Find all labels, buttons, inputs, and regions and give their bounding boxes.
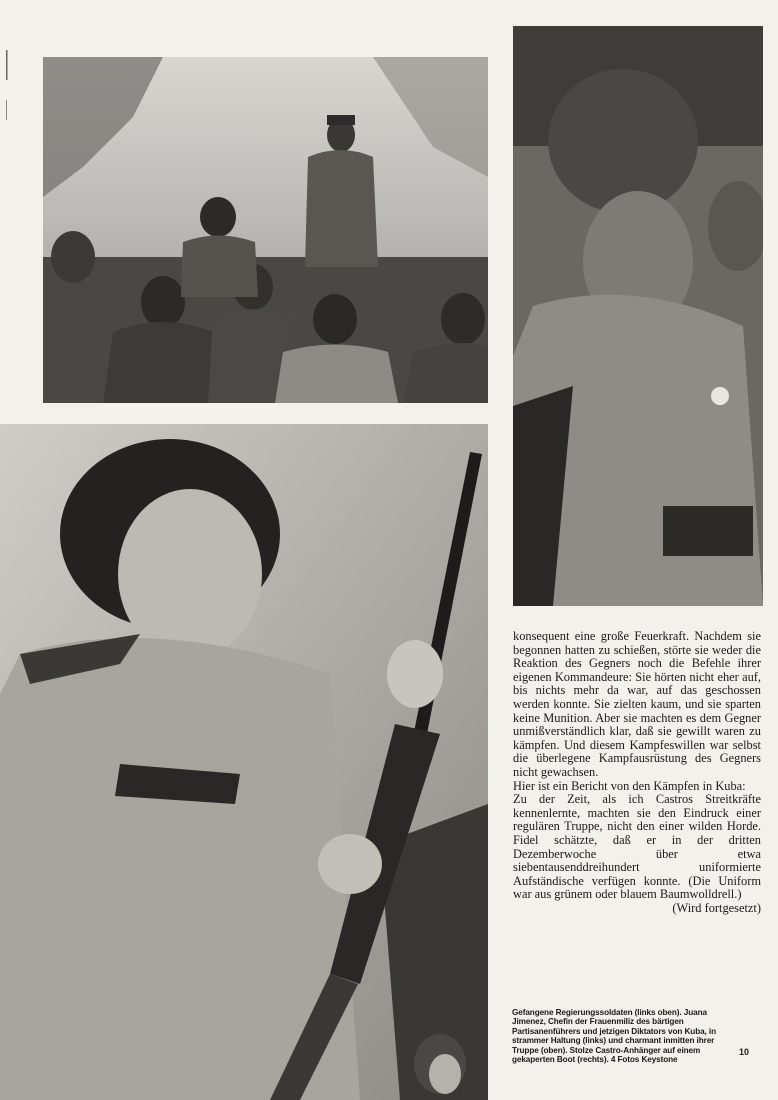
continued-note: (Wird fortgesetzt) <box>672 900 761 915</box>
article-paragraph: Zu der Zeit, als ich Castros Streitkräfte kennenlernte, machten sie den Eindruck einer regulären Truppe, nicht den einer wilden Horde. Fidel schätzte, daß er in der dritten Dezemberwoche über etwa siebentausenddreihundert uniformierte Aufständische verfügen konnte. (Die Uniform war aus grünem oder blauem Baumwolldrell.) <box>513 792 761 902</box>
photo-caption: Gefangene Regierungssoldaten (links oben). Juana Jimenez, Chefin der Frauenmiliz des bärtigen Partisanenführers und jetzigen Diktators von Kuba, in strammer Haltung (links) und charmant inmitten ihrer Truppe (oben). Stolze Castro-Anhänger auf einem gekaperten Boot (rechts). 4 Fotos Keystone <box>512 1008 716 1065</box>
article-paragraph: konsequent eine große Feuerkraft. Nachdem sie begonnen hatten zu schießen, störte sie weder die Reaktion des Gegners noch die Befehle ihrer eigenen Kommandeure: Sie hörten nicht eher auf, bis nichts mehr da war, auf das geschossen werden konnte. Sie zielten kaum, und sie sparten keine Munition. Aber sie machten es dem Gegner unmißverständlich klar, daß sie gewillt waren zu kämpfen. Und diesem Kampfeswillen war selbst die überlegene Kampfausrüstung des Gegners nicht gewachsen. <box>513 629 761 779</box>
margin-mark <box>6 40 8 130</box>
article-text <box>513 630 761 915</box>
photo-captured-soldiers <box>43 57 488 403</box>
photo-supporters-on-boat <box>513 26 763 606</box>
article-paragraph: Hier ist ein Bericht von den Kämpfen in Kuba: <box>513 778 746 793</box>
photo-woman-with-rifle <box>0 424 488 1100</box>
page-number: 10 <box>739 1047 750 1057</box>
